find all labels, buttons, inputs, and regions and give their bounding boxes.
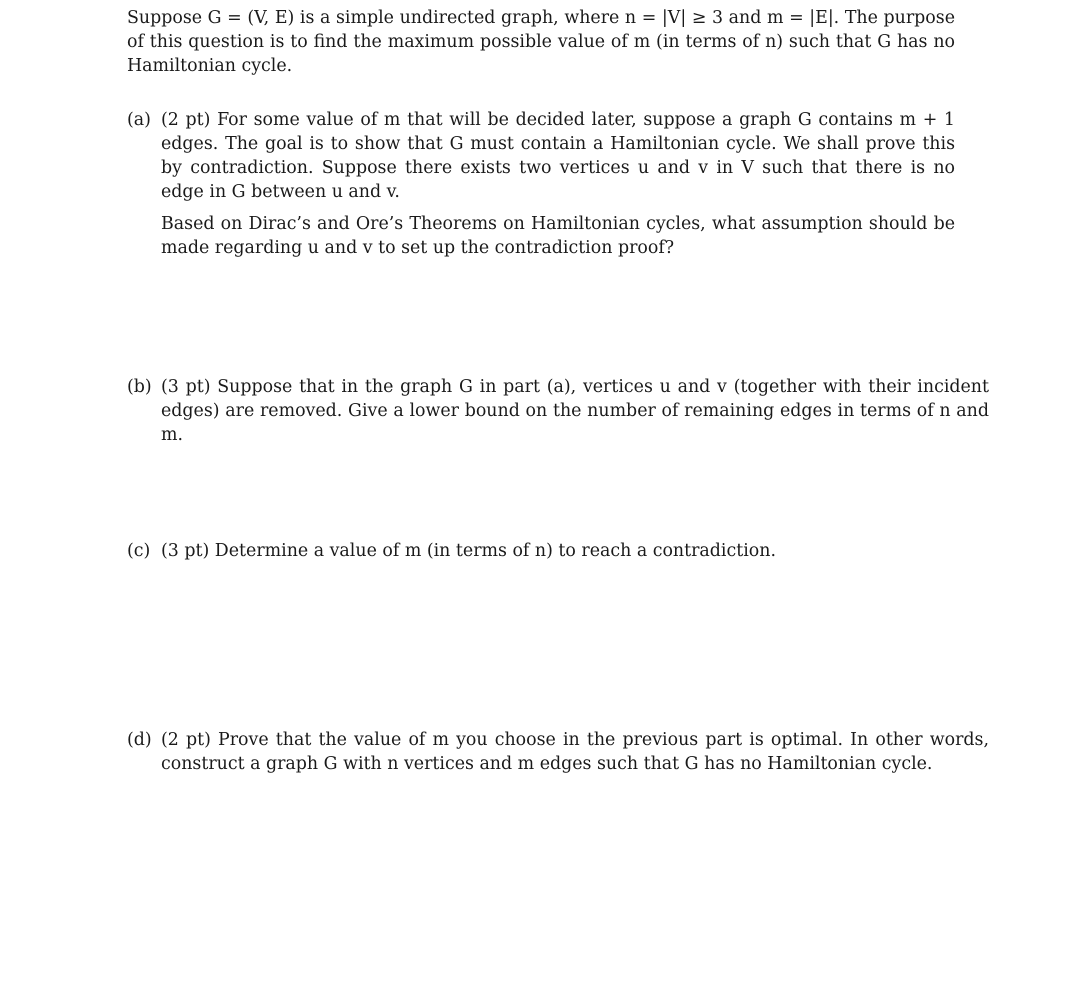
part-a-question: Based on Dirac’s and Ore’s Theorems on Hamiltonian cycles, what assumption should be made regarding u and v to set up the contradiction proof? [161, 214, 955, 258]
document-page [127, 6, 989, 774]
part-a-statement: (2 pt) For some value of m that will be decided later, suppose a graph G contains m + 1 edges. The goal is to show that G must contain a Hamiltonian cycle. We shall prove this by contradiction. Suppose there exists two vertices u and v in V such that there is no edge in G between u and v. [161, 110, 955, 202]
part-a-label: (a) [127, 110, 151, 130]
question-part-d [127, 728, 989, 776]
question-part-a [127, 108, 955, 260]
part-c-statement: (3 pt) Determine a value of m (in terms of n) to reach a contradiction. [161, 541, 776, 561]
part-d-label: (d) [127, 730, 152, 750]
question-part-c [127, 539, 989, 563]
part-d-statement: (2 pt) Prove that the value of m you choose in the previous part is optimal. In other words, construct a graph G with n vertices and m edges such that G has no Hamiltonian cycle. [161, 730, 989, 774]
part-c-label: (c) [127, 541, 151, 561]
part-b-label: (b) [127, 377, 152, 397]
question-part-b [127, 375, 989, 447]
intro-paragraph: Suppose G = (V, E) is a simple undirected graph, where n = |V| ≥ 3 and m = |E|. The purpose of this question is to find the maximum possible value of m (in terms of n) such that G has no Hamiltonian cycle. [127, 8, 955, 76]
part-b-statement: (3 pt) Suppose that in the graph G in part (a), vertices u and v (together with their incident edges) are removed. Give a lower bound on the number of remaining edges in terms of n and m. [161, 377, 989, 445]
